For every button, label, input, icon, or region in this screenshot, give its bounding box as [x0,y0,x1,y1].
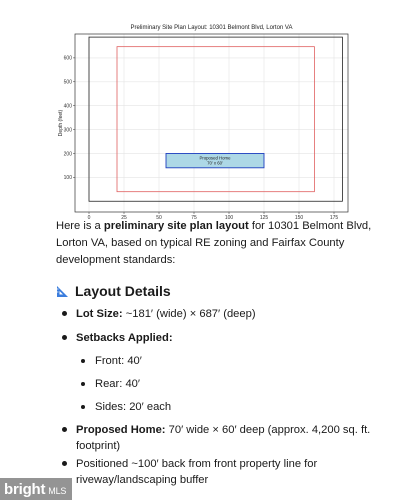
y-tick-label: 200 [63,151,72,158]
list-item-position [76,456,401,488]
x-tick-label: 150 [294,215,304,220]
home-label: Proposed Home [199,155,231,161]
chart-title: Preliminary Site Plan Layout: 10301 Belmont Blvd, Lorton VA [130,25,293,31]
x-tick-label: 50 [156,215,162,220]
position-line-2: riveway/landscaping buffer [76,474,209,486]
bullet-dot [62,461,67,466]
y-tick-label: 300 [63,127,72,134]
sub-bullet-dot [81,382,85,386]
bullet-dot [62,427,67,432]
list-item-setbacks [76,330,173,346]
y-axis-label: Depth (feet) [58,109,64,137]
position-line-1: Positioned ~100′ back from front property line for [76,458,318,470]
intro-text-start: Here is a [56,220,104,232]
x-tick-label: 75 [191,215,197,220]
y-tick-label: 100 [63,175,72,182]
section-heading [56,283,171,299]
setback-front: Front: 40′ [95,355,142,367]
intro-paragraph [56,218,401,269]
bullet-dot [62,335,67,340]
home-label: Proposed Home: [76,424,166,436]
home-value: 70′ wide × 60′ deep (approx. 4,200 sq. ft. [165,424,371,436]
y-tick-label: 400 [63,103,72,110]
intro-text-bold: preliminary site plan layout [103,220,249,232]
y-tick-label: 500 [63,79,72,86]
x-tick-label: 175 [329,215,339,220]
plot-frame [75,34,348,212]
sub-bullet-dot [81,359,85,363]
bullet-dot [62,311,67,316]
setback-boundary [117,47,314,192]
home-value-continued: footprint) [76,440,121,452]
home-dimensions-label: 70' x 60' [207,160,223,166]
list-item-lot-size [76,306,256,322]
triangular-ruler-icon [56,285,69,298]
lot-size-label: Lot Size: [76,308,123,320]
watermark-suffix: MLS [48,485,67,496]
intro-text-end: for 10301 Belmont Blvd, Lorton VA, based on typical RE zoning and Fairfax County development standards: [56,220,372,266]
list-item-proposed-home [76,422,401,454]
site-plan-chart [0,0,407,220]
y-tick-label: 600 [63,55,72,62]
setback-sides: Sides: 20′ each [95,401,172,413]
x-tick-label: 25 [121,215,127,220]
brightmls-watermark [0,478,72,500]
lot-boundary [89,37,342,201]
x-tick-label: 125 [259,215,269,220]
watermark-brand: bright [4,480,46,498]
lot-size-value: ~181′ (wide) × 687′ (deep) [122,308,256,320]
x-tick-label: 100 [224,215,234,220]
setbacks-label: Setbacks Applied: [76,332,173,344]
sub-bullet-dot [81,405,85,409]
setback-rear: Rear: 40′ [95,378,141,390]
x-tick-label: 0 [87,215,91,220]
section-title: Layout Details [75,283,171,299]
